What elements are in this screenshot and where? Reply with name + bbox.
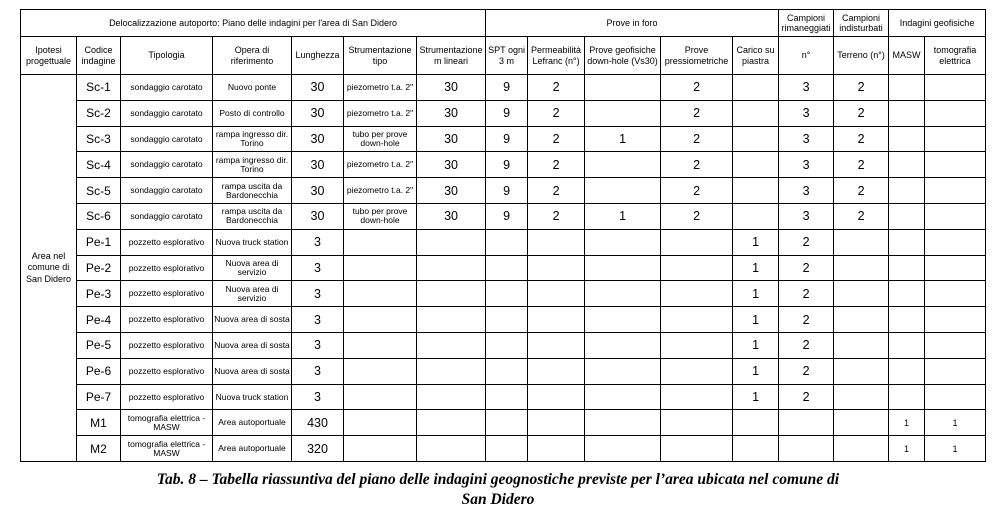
table-column-header-row	[21, 37, 986, 75]
table-row	[21, 410, 986, 436]
opera-cell: Nuova area di sosta	[213, 332, 292, 358]
investigation-plan-table	[20, 9, 986, 462]
pressiometriche-cell	[661, 255, 733, 281]
table-row	[21, 384, 986, 410]
down-hole-cell	[585, 358, 661, 384]
terreno-cell	[834, 255, 889, 281]
terreno-cell: 2	[834, 178, 889, 204]
rimaneggiati-cell: 3	[779, 126, 834, 152]
lefranc-cell: 2	[528, 100, 585, 126]
carico-piastra-cell: 1	[733, 332, 779, 358]
caption-line-1: Tab. 8 – Tabella riassuntiva del piano delle indagini geognostiche previste per l’area ubicata nel comune di	[156, 471, 840, 488]
table-row	[21, 75, 986, 101]
column-header: Strumentazione m lineari	[417, 37, 486, 75]
rimaneggiati-cell	[779, 436, 834, 462]
terreno-cell	[834, 281, 889, 307]
codice-cell: Sc-5	[77, 178, 121, 204]
column-header: Prove pressiometriche	[661, 37, 733, 75]
masw-cell	[889, 281, 925, 307]
carico-piastra-cell: 1	[733, 229, 779, 255]
carico-piastra-cell	[733, 152, 779, 178]
strumentazione-tipo-cell	[344, 410, 417, 436]
strumentazione-m-cell	[417, 436, 486, 462]
down-hole-cell	[585, 229, 661, 255]
masw-cell: 1	[889, 436, 925, 462]
lunghezza-cell: 30	[292, 178, 344, 204]
strumentazione-m-cell	[417, 307, 486, 333]
down-hole-cell	[585, 255, 661, 281]
table-row	[21, 178, 986, 204]
masw-cell	[889, 358, 925, 384]
pressiometriche-cell	[661, 229, 733, 255]
strumentazione-tipo-cell: piezometro t.a. 2"	[344, 178, 417, 204]
masw-cell	[889, 229, 925, 255]
strumentazione-tipo-cell	[344, 307, 417, 333]
rimaneggiati-cell: 2	[779, 332, 834, 358]
tipologia-cell: pozzetto esplorativo	[121, 255, 213, 281]
masw-cell	[889, 178, 925, 204]
table-body	[21, 75, 986, 462]
lunghezza-cell: 3	[292, 332, 344, 358]
campioni-indisturbati-header: Campioni indisturbati	[834, 10, 889, 37]
carico-piastra-cell	[733, 178, 779, 204]
terreno-cell	[834, 229, 889, 255]
strumentazione-tipo-cell	[344, 229, 417, 255]
pressiometriche-cell: 2	[661, 75, 733, 101]
pressiometriche-cell	[661, 307, 733, 333]
column-header: Carico su piastra	[733, 37, 779, 75]
strumentazione-tipo-cell: piezometro t.a. 2"	[344, 152, 417, 178]
column-header: n°	[779, 37, 834, 75]
spt-cell: 9	[486, 100, 528, 126]
lunghezza-cell: 3	[292, 229, 344, 255]
tipologia-cell: sondaggio carotato	[121, 152, 213, 178]
spt-cell	[486, 384, 528, 410]
table-row	[21, 436, 986, 462]
masw-cell: 1	[889, 410, 925, 436]
lunghezza-cell: 30	[292, 152, 344, 178]
tipologia-cell: pozzetto esplorativo	[121, 281, 213, 307]
rimaneggiati-cell: 3	[779, 152, 834, 178]
tomografia-cell: 1	[925, 436, 986, 462]
pressiometriche-cell	[661, 281, 733, 307]
spt-cell	[486, 281, 528, 307]
opera-cell: Nuova area di servizio	[213, 281, 292, 307]
masw-cell	[889, 100, 925, 126]
lunghezza-cell: 30	[292, 126, 344, 152]
lunghezza-cell: 3	[292, 384, 344, 410]
down-hole-cell: 1	[585, 126, 661, 152]
terreno-cell	[834, 358, 889, 384]
codice-cell: M1	[77, 410, 121, 436]
strumentazione-m-cell	[417, 358, 486, 384]
tomografia-cell	[925, 255, 986, 281]
down-hole-cell	[585, 281, 661, 307]
rimaneggiati-cell: 2	[779, 281, 834, 307]
spt-cell	[486, 255, 528, 281]
table-row	[21, 358, 986, 384]
spt-cell	[486, 358, 528, 384]
codice-cell: Pe-5	[77, 332, 121, 358]
carico-piastra-cell: 1	[733, 307, 779, 333]
opera-cell: rampa uscita da Bardonecchia	[213, 203, 292, 229]
column-header: MASW	[889, 37, 925, 75]
opera-cell: Area autoportuale	[213, 410, 292, 436]
strumentazione-tipo-cell: piezometro t.a. 2"	[344, 75, 417, 101]
lefranc-cell	[528, 307, 585, 333]
lefranc-cell	[528, 281, 585, 307]
rimaneggiati-cell: 3	[779, 178, 834, 204]
column-header: Tipologia	[121, 37, 213, 75]
table-row	[21, 255, 986, 281]
rimaneggiati-cell: 2	[779, 384, 834, 410]
lunghezza-cell: 30	[292, 75, 344, 101]
table-row	[21, 126, 986, 152]
tipologia-cell: sondaggio carotato	[121, 126, 213, 152]
opera-cell: rampa ingresso dir. Torino	[213, 126, 292, 152]
carico-piastra-cell: 1	[733, 281, 779, 307]
opera-cell: rampa uscita da Bardonecchia	[213, 178, 292, 204]
tipologia-cell: tomografia elettrica - MASW	[121, 436, 213, 462]
carico-piastra-cell: 1	[733, 384, 779, 410]
strumentazione-tipo-cell: tubo per prove down-hole	[344, 126, 417, 152]
lefranc-cell	[528, 255, 585, 281]
pressiometriche-cell: 2	[661, 126, 733, 152]
table-row	[21, 152, 986, 178]
lunghezza-cell: 30	[292, 203, 344, 229]
rimaneggiati-cell	[779, 410, 834, 436]
column-header: SPT ogni 3 m	[486, 37, 528, 75]
carico-piastra-cell	[733, 100, 779, 126]
column-header: Strumentazione tipo	[344, 37, 417, 75]
strumentazione-tipo-cell: tubo per prove down-hole	[344, 203, 417, 229]
campioni-rimaneggiati-header: Campioni rimaneggiati	[779, 10, 834, 37]
down-hole-cell	[585, 332, 661, 358]
opera-cell: Nuova area di servizio	[213, 255, 292, 281]
column-header: tomografia elettrica	[925, 37, 986, 75]
column-header: Opera di riferimento	[213, 37, 292, 75]
strumentazione-m-cell	[417, 384, 486, 410]
carico-piastra-cell	[733, 436, 779, 462]
down-hole-cell	[585, 152, 661, 178]
carico-piastra-cell	[733, 410, 779, 436]
strumentazione-m-cell: 30	[417, 203, 486, 229]
tipologia-cell: pozzetto esplorativo	[121, 332, 213, 358]
down-hole-cell	[585, 410, 661, 436]
down-hole-cell	[585, 100, 661, 126]
strumentazione-m-cell	[417, 410, 486, 436]
spt-cell: 9	[486, 152, 528, 178]
strumentazione-tipo-cell	[344, 281, 417, 307]
codice-cell: Pe-3	[77, 281, 121, 307]
opera-cell: Nuova area di sosta	[213, 307, 292, 333]
opera-cell: Area autoportuale	[213, 436, 292, 462]
pressiometriche-cell	[661, 436, 733, 462]
table-top-header-row	[21, 10, 986, 37]
lunghezza-cell: 3	[292, 281, 344, 307]
tomografia-cell	[925, 100, 986, 126]
spt-cell: 9	[486, 178, 528, 204]
table-row	[21, 229, 986, 255]
tomografia-cell	[925, 203, 986, 229]
lunghezza-cell: 3	[292, 307, 344, 333]
codice-cell: Pe-1	[77, 229, 121, 255]
codice-cell: Pe-7	[77, 384, 121, 410]
masw-cell	[889, 152, 925, 178]
spt-cell	[486, 436, 528, 462]
prove-in-foro-header: Prove in foro	[486, 10, 779, 37]
carico-piastra-cell	[733, 75, 779, 101]
rimaneggiati-cell: 3	[779, 203, 834, 229]
codice-cell: Pe-2	[77, 255, 121, 281]
rimaneggiati-cell: 3	[779, 75, 834, 101]
tomografia-cell	[925, 384, 986, 410]
lunghezza-cell: 3	[292, 255, 344, 281]
carico-piastra-cell: 1	[733, 358, 779, 384]
tomografia-cell	[925, 358, 986, 384]
tomografia-cell	[925, 307, 986, 333]
project-title-cell: Delocalizzazione autoporto: Piano delle indagini per l'area di San Didero	[21, 10, 486, 37]
lunghezza-cell: 30	[292, 100, 344, 126]
lefranc-cell	[528, 436, 585, 462]
opera-cell: rampa ingresso dir. Torino	[213, 152, 292, 178]
strumentazione-m-cell	[417, 281, 486, 307]
table-row	[21, 203, 986, 229]
terreno-cell	[834, 436, 889, 462]
pressiometriche-cell	[661, 358, 733, 384]
tomografia-cell	[925, 152, 986, 178]
column-header: Codice indagine	[77, 37, 121, 75]
strumentazione-tipo-cell	[344, 384, 417, 410]
strumentazione-m-cell	[417, 332, 486, 358]
lefranc-cell	[528, 410, 585, 436]
rimaneggiati-cell: 2	[779, 307, 834, 333]
tomografia-cell	[925, 126, 986, 152]
masw-cell	[889, 332, 925, 358]
terreno-cell: 2	[834, 152, 889, 178]
opera-cell: Nuovo ponte	[213, 75, 292, 101]
lefranc-cell: 2	[528, 152, 585, 178]
rimaneggiati-cell: 2	[779, 229, 834, 255]
strumentazione-m-cell	[417, 255, 486, 281]
tipologia-cell: sondaggio carotato	[121, 178, 213, 204]
caption-line-2: San Didero	[461, 491, 535, 508]
down-hole-cell	[585, 307, 661, 333]
terreno-cell	[834, 384, 889, 410]
opera-cell: Nuova truck station	[213, 229, 292, 255]
spt-cell	[486, 410, 528, 436]
masw-cell	[889, 126, 925, 152]
carico-piastra-cell	[733, 126, 779, 152]
masw-cell	[889, 203, 925, 229]
spt-cell	[486, 332, 528, 358]
lefranc-cell: 2	[528, 203, 585, 229]
masw-cell	[889, 384, 925, 410]
strumentazione-m-cell: 30	[417, 152, 486, 178]
tipologia-cell: sondaggio carotato	[121, 203, 213, 229]
column-header: Terreno (n°)	[834, 37, 889, 75]
carico-piastra-cell: 1	[733, 255, 779, 281]
strumentazione-m-cell	[417, 229, 486, 255]
spt-cell: 9	[486, 126, 528, 152]
codice-cell: Sc-4	[77, 152, 121, 178]
pressiometriche-cell: 2	[661, 152, 733, 178]
table-row	[21, 307, 986, 333]
terreno-cell: 2	[834, 126, 889, 152]
tomografia-cell	[925, 332, 986, 358]
pressiometriche-cell: 2	[661, 100, 733, 126]
table-caption	[0, 470, 996, 510]
lunghezza-cell: 3	[292, 358, 344, 384]
lefranc-cell	[528, 384, 585, 410]
down-hole-cell	[585, 75, 661, 101]
lunghezza-cell: 430	[292, 410, 344, 436]
table-row	[21, 100, 986, 126]
tomografia-cell	[925, 75, 986, 101]
terreno-cell: 2	[834, 100, 889, 126]
strumentazione-tipo-cell	[344, 255, 417, 281]
down-hole-cell	[585, 384, 661, 410]
tipologia-cell: pozzetto esplorativo	[121, 307, 213, 333]
codice-cell: M2	[77, 436, 121, 462]
pressiometriche-cell: 2	[661, 178, 733, 204]
spt-cell	[486, 229, 528, 255]
lunghezza-cell: 320	[292, 436, 344, 462]
lefranc-cell	[528, 358, 585, 384]
codice-cell: Pe-4	[77, 307, 121, 333]
opera-cell: Nuova truck station	[213, 384, 292, 410]
column-header: Prove geofisiche down-hole (Vs30)	[585, 37, 661, 75]
area-label-cell: Area nel comune di San Didero	[21, 75, 77, 462]
column-header: Permeabilità Lefranc (n°)	[528, 37, 585, 75]
pressiometriche-cell	[661, 384, 733, 410]
tomografia-cell: 1	[925, 410, 986, 436]
codice-cell: Sc-1	[77, 75, 121, 101]
strumentazione-m-cell: 30	[417, 100, 486, 126]
masw-cell	[889, 75, 925, 101]
down-hole-cell	[585, 436, 661, 462]
opera-cell: Posto di controllo	[213, 100, 292, 126]
pressiometriche-cell: 2	[661, 203, 733, 229]
tipologia-cell: tomografia elettrica - MASW	[121, 410, 213, 436]
opera-cell: Nuova area di sosta	[213, 358, 292, 384]
masw-cell	[889, 255, 925, 281]
terreno-cell	[834, 410, 889, 436]
terreno-cell	[834, 307, 889, 333]
codice-cell: Sc-3	[77, 126, 121, 152]
tipologia-cell: pozzetto esplorativo	[121, 358, 213, 384]
strumentazione-m-cell: 30	[417, 178, 486, 204]
lefranc-cell: 2	[528, 178, 585, 204]
tipologia-cell: pozzetto esplorativo	[121, 384, 213, 410]
lefranc-cell: 2	[528, 75, 585, 101]
rimaneggiati-cell: 2	[779, 255, 834, 281]
column-header: Ipotesi progettuale	[21, 37, 77, 75]
strumentazione-tipo-cell	[344, 358, 417, 384]
strumentazione-m-cell: 30	[417, 126, 486, 152]
terreno-cell	[834, 332, 889, 358]
column-header: Lunghezza	[292, 37, 344, 75]
tomografia-cell	[925, 281, 986, 307]
table-row	[21, 332, 986, 358]
carico-piastra-cell	[733, 203, 779, 229]
spt-cell: 9	[486, 75, 528, 101]
lefranc-cell	[528, 332, 585, 358]
pressiometriche-cell	[661, 332, 733, 358]
down-hole-cell	[585, 178, 661, 204]
terreno-cell: 2	[834, 203, 889, 229]
rimaneggiati-cell: 3	[779, 100, 834, 126]
spt-cell: 9	[486, 203, 528, 229]
table-row	[21, 281, 986, 307]
lefranc-cell: 2	[528, 126, 585, 152]
tipologia-cell: sondaggio carotato	[121, 75, 213, 101]
terreno-cell: 2	[834, 75, 889, 101]
masw-cell	[889, 307, 925, 333]
strumentazione-tipo-cell	[344, 436, 417, 462]
codice-cell: Sc-6	[77, 203, 121, 229]
spt-cell	[486, 307, 528, 333]
codice-cell: Pe-6	[77, 358, 121, 384]
down-hole-cell: 1	[585, 203, 661, 229]
indagini-geofisiche-header: Indagini geofisiche	[889, 10, 986, 37]
tipologia-cell: pozzetto esplorativo	[121, 229, 213, 255]
tipologia-cell: sondaggio carotato	[121, 100, 213, 126]
tomografia-cell	[925, 178, 986, 204]
strumentazione-tipo-cell: piezometro t.a. 2"	[344, 100, 417, 126]
strumentazione-tipo-cell	[344, 332, 417, 358]
pressiometriche-cell	[661, 410, 733, 436]
rimaneggiati-cell: 2	[779, 358, 834, 384]
lefranc-cell	[528, 229, 585, 255]
strumentazione-m-cell: 30	[417, 75, 486, 101]
codice-cell: Sc-2	[77, 100, 121, 126]
tomografia-cell	[925, 229, 986, 255]
